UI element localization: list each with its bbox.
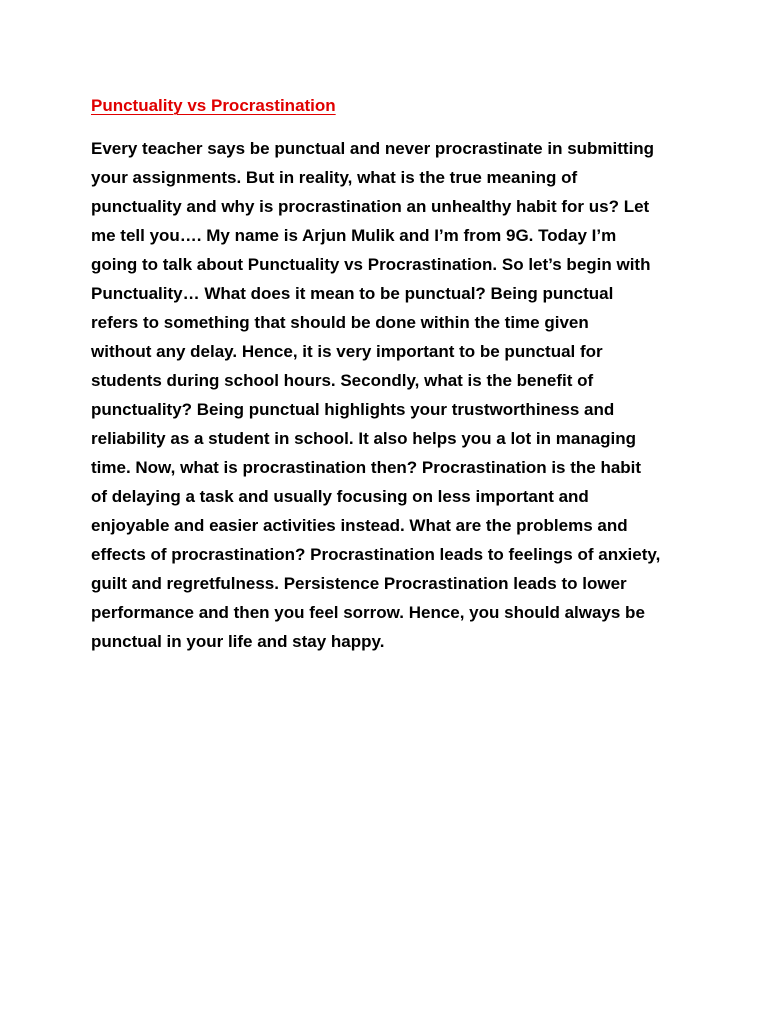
body-line: effects of procrastination? Procrastination leads to feelings of anxiety, bbox=[91, 545, 661, 564]
body-line: Punctuality… What does it mean to be punctual? Being punctual bbox=[91, 284, 614, 303]
body-line: performance and then you feel sorrow. Hence, you should always be bbox=[91, 603, 645, 622]
body-line: students during school hours. Secondly, what is the benefit of bbox=[91, 371, 594, 390]
document-title: Punctuality vs Procrastination bbox=[91, 96, 336, 115]
body-line: guilt and regretfulness. Persistence Procrastination leads to lower bbox=[91, 574, 627, 593]
document-body bbox=[91, 134, 711, 656]
body-line: punctuality and why is procrastination an unhealthy habit for us? Let bbox=[91, 197, 650, 216]
body-line: punctual in your life and stay happy. bbox=[91, 632, 385, 651]
body-line: of delaying a task and usually focusing on less important and bbox=[91, 487, 589, 506]
body-line: without any delay. Hence, it is very important to be punctual for bbox=[91, 342, 603, 361]
body-line: your assignments. But in reality, what is the true meaning of bbox=[91, 168, 578, 187]
body-line: enjoyable and easier activities instead. What are the problems and bbox=[91, 516, 628, 535]
body-line: Every teacher says be punctual and never procrastinate in submitting bbox=[91, 139, 655, 158]
body-line: refers to something that should be done within the time given bbox=[91, 313, 589, 332]
body-line: punctuality? Being punctual highlights your trustworthiness and bbox=[91, 400, 615, 419]
body-line: me tell you…. My name is Arjun Mulik and I’m from 9G. Today I’m bbox=[91, 226, 617, 245]
body-line: going to talk about Punctuality vs Procrastination. So let’s begin with bbox=[91, 255, 651, 274]
body-line: time. Now, what is procrastination then? Procrastination is the habit bbox=[91, 458, 642, 477]
body-line: reliability as a student in school. It also helps you a lot in managing bbox=[91, 429, 637, 448]
